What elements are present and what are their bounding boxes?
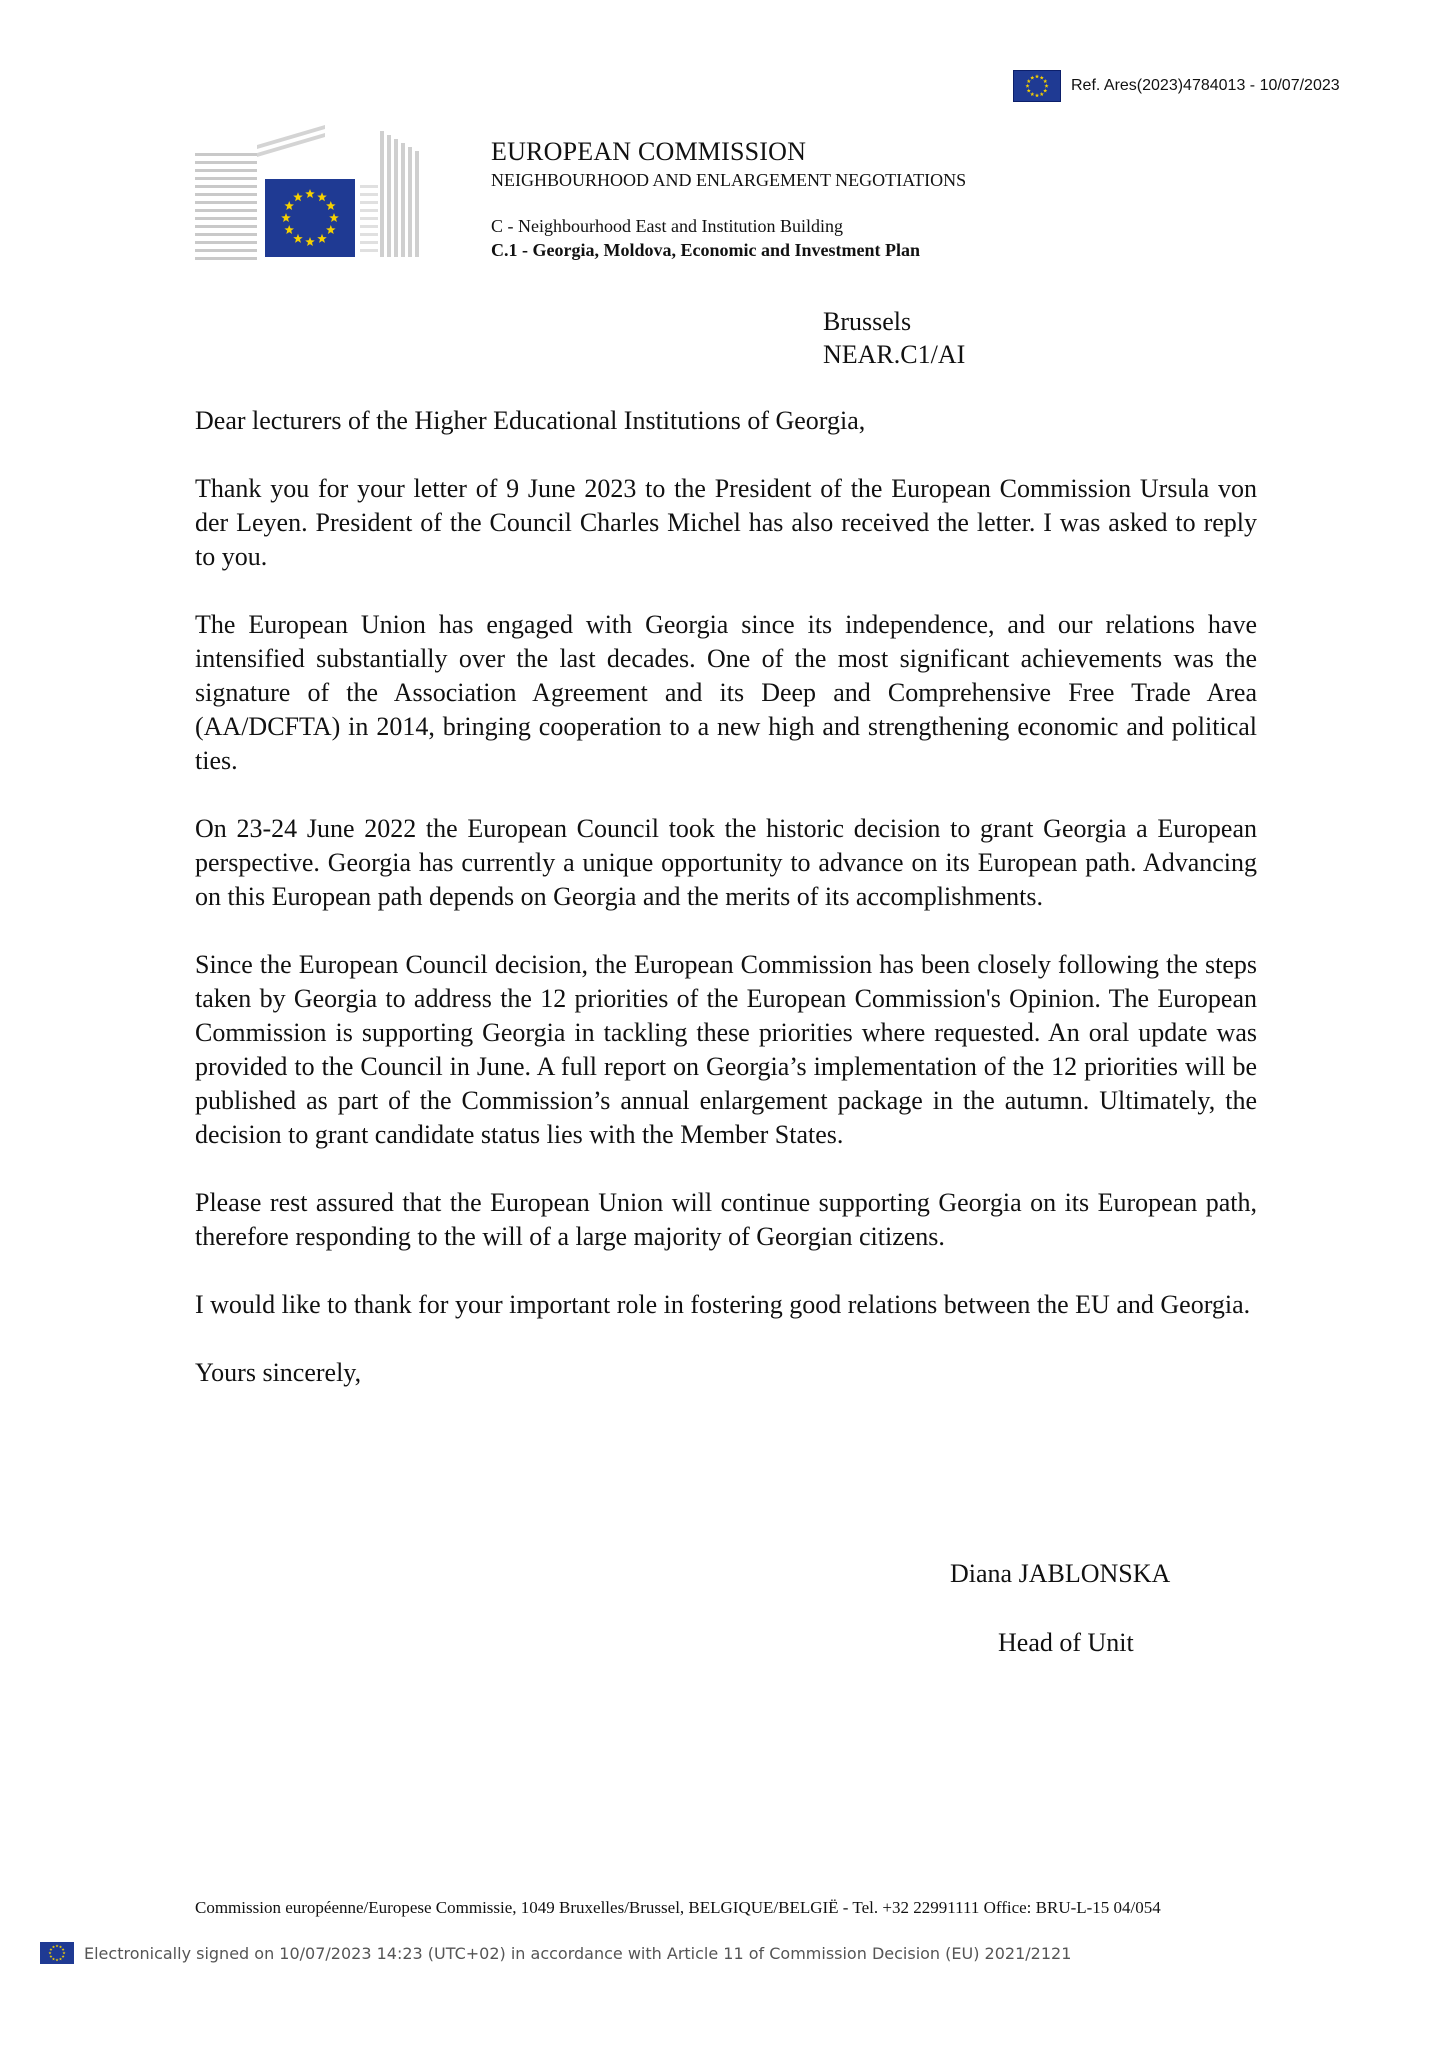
star-icon [1043, 79, 1047, 83]
institution-name: EUROPEAN COMMISSION [491, 137, 807, 166]
star-icon [48, 1951, 51, 1954]
star-icon [1040, 76, 1044, 80]
electronic-signature-bar [40, 1940, 1071, 1966]
directorate-general: NEIGHBOURHOOD AND ENLARGEMENT NEGOTIATIONS [491, 170, 967, 190]
star-icon [52, 1945, 55, 1948]
star-icon [1027, 79, 1031, 83]
city: Brussels [823, 307, 912, 336]
letter-paragraph: The European Union has engaged with Georgia since its independence, and our relations have intensified substantially over the last decades. One of the most significant achievements was the signature of the Association Agreement and its Deep and Comprehensive Free Trade Area (AA/DCFTA) in 2014, bringing cooperation to a new high and strengthening economic and political ties. [195, 610, 1257, 775]
footer-address: Commission européenne/Europese Commissie, 1049 Bruxelles/Brussel, BELGIQUE/BELGIË - Tel. +32 22991111 Office: BRU-L-15 04/054 [195, 1898, 1161, 1917]
flag-stars [1025, 74, 1048, 97]
salutation: Dear lecturers of the Higher Educational Institutions of Georgia, [195, 406, 866, 435]
reference-number: Ref. Ares(2023)4784013 - 10/07/2023 [1071, 77, 1340, 94]
star-icon [55, 1944, 58, 1947]
closing: Yours sincerely, [195, 1358, 362, 1387]
star-icon [1044, 84, 1048, 88]
eu-flag-icon [40, 1942, 74, 1964]
eu-flag-icon [1013, 70, 1061, 102]
signer-role: Head of Unit [998, 1628, 1134, 1657]
flag-stars-small [48, 1944, 65, 1961]
place-block [823, 305, 965, 371]
document-reference-stamp [1013, 70, 1433, 102]
star-icon [1025, 84, 1029, 88]
star-icon [1043, 89, 1047, 93]
star-icon [1035, 93, 1039, 97]
star-icon [1030, 92, 1034, 96]
eu-flag-stars-small [40, 1942, 74, 1964]
european-commission-logo-icon [195, 125, 425, 260]
electronic-signature-note: Electronically signed on 10/07/2023 14:23 (UTC+02) in accordance with Article 11 of Commission Decision (EU) 2021/2121 [84, 1943, 1072, 1963]
star-icon [59, 1945, 62, 1948]
star-icon [1040, 92, 1044, 96]
star-icon [1035, 74, 1039, 78]
letter-paragraph: Please rest assured that the European Union will continue supporting Georgia on its European path, therefore responding to the will of a large majority of Georgian citizens. [195, 1188, 1257, 1251]
signer-name: Diana JABLONSKA [950, 1559, 1171, 1588]
star-icon [49, 1948, 52, 1951]
letter-paragraph: On 23-24 June 2022 the European Council took the historic decision to grant Georgia a European perspective. Georgia has currently a unique opportunity to advance on its European path. Advancing on this European path depends on Georgia and the merits of its accomplishments. [195, 814, 1257, 911]
star-icon [62, 1951, 65, 1954]
star-icon [59, 1957, 62, 1960]
letter-paragraph: I would like to thank for your important role in fostering good relations between the EU and Georgia. [195, 1290, 1251, 1319]
star-icon [1030, 76, 1034, 80]
star-icon [55, 1958, 58, 1961]
letter-body [195, 404, 1257, 1424]
letter-paragraph: Since the European Council decision, the European Commission has been closely following the steps taken by Georgia to address the 12 priorities of the European Commission's Opinion. The European Commission is supporting Georgia in tackling these priorities where requested. An oral update was provided to the Council in June. A full report on Georgia’s implementation of the 12 priorities will be published as part of the Commission’s annual enlargement package in the autumn. Ultimately, the decision to grant candidate status lies with the Member States. [195, 950, 1257, 1149]
star-icon [52, 1957, 55, 1960]
star-icon [49, 1955, 52, 1958]
internal-reference: NEAR.C1/AI [823, 340, 966, 369]
star-icon [62, 1955, 65, 1958]
unit: C.1 - Georgia, Moldova, Economic and Investment Plan [491, 240, 920, 260]
directorate: C - Neighbourhood East and Institution Building [491, 216, 843, 236]
eu-flag-stars [1014, 71, 1060, 101]
star-icon [1027, 89, 1031, 93]
letter-paragraph: Thank you for your letter of 9 June 2023 to the President of the European Commission Ursula von der Leyen. President of the Council Charles Michel has also received the letter. I was asked to reply to you. [195, 474, 1257, 571]
star-icon [62, 1948, 65, 1951]
